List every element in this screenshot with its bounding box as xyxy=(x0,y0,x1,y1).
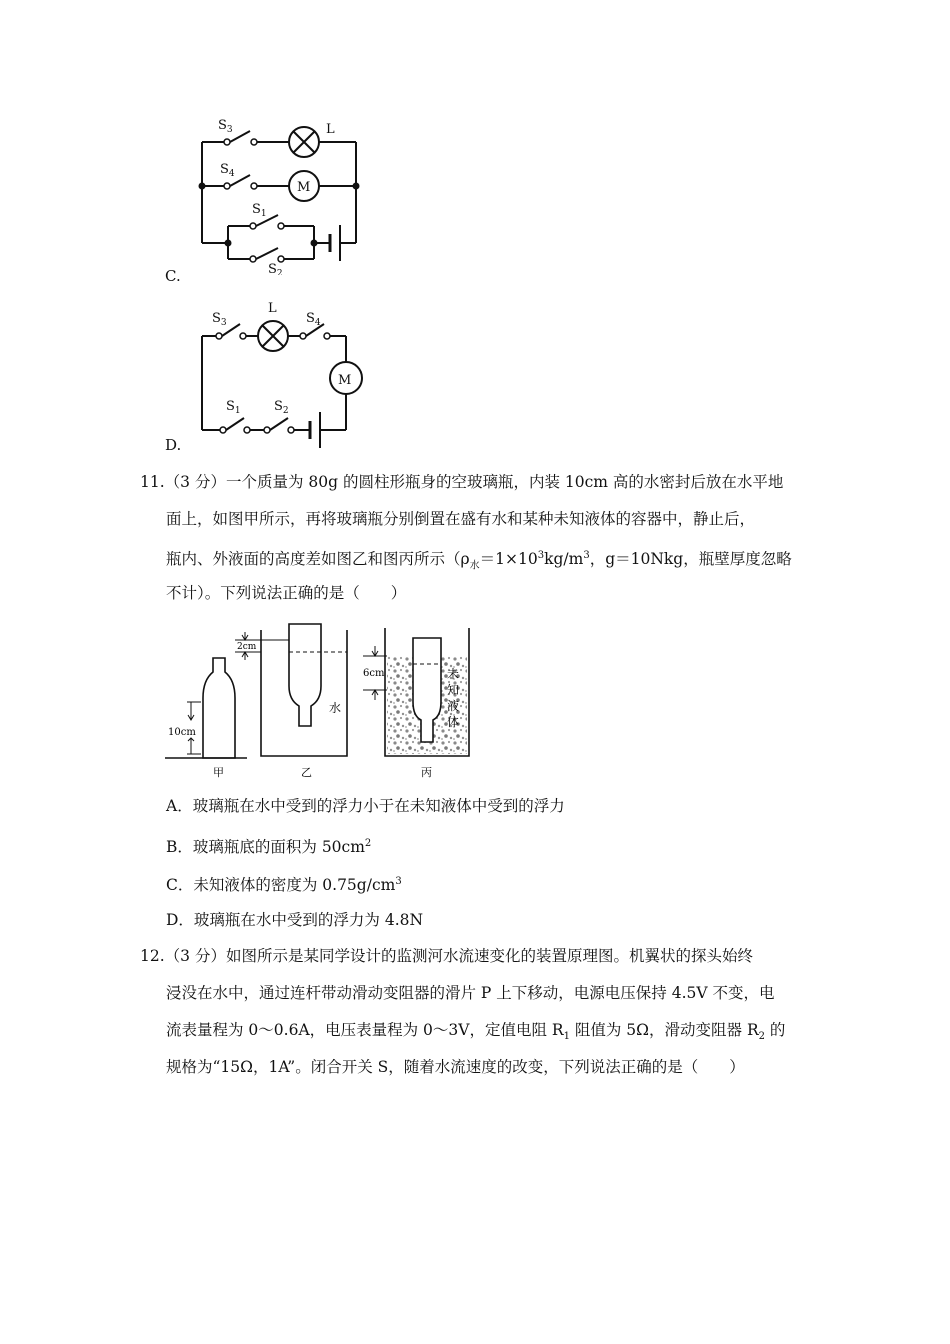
q11-line-1: 11.（3 分）一个质量为 80g 的圆柱形瓶身的空玻璃瓶，内装 10cm 高的水密封后放在水平地 xyxy=(140,473,784,491)
label-s3: $S_3$ xyxy=(218,118,233,135)
label-s3: $S_3$ xyxy=(212,311,227,328)
height-label-10cm: 10cm xyxy=(168,727,196,738)
bottle-figure xyxy=(165,620,485,780)
q11-line-3: 瓶内、外液面的高度差如图乙和图丙所示（$\rho_水=1\times 10^3kg/m^3$，g＝10Nkg，瓶壁厚度忽略 xyxy=(166,550,792,572)
q11-line-2: 面上，如图甲所示，再将玻璃瓶分别倒置在盛有水和某种未知液体的容器中，静止后， xyxy=(166,510,756,528)
q11-option-d[interactable]: D．玻璃瓶在水中受到的浮力为 4.8N xyxy=(166,911,424,929)
svg-text:知: 知 xyxy=(447,683,460,697)
option-d-label: D. xyxy=(165,436,182,454)
label-lamp: L xyxy=(268,301,277,316)
height-label-2cm: 2cm xyxy=(237,642,257,652)
option-c xyxy=(160,115,380,290)
label-s4: $S_4$ xyxy=(306,311,321,328)
label-s1: $S_1$ xyxy=(226,399,241,416)
caption-yi: 乙 xyxy=(301,766,312,779)
circuit-diagram-c xyxy=(160,115,380,275)
motor-symbol: M xyxy=(338,373,352,388)
q11-option-b[interactable]: B．玻璃瓶底的面积为 $50cm^2$ xyxy=(166,838,372,857)
q11-option-c[interactable]: C．未知液体的密度为 $0.75g/cm^3$ xyxy=(166,876,402,895)
circuit-diagram-d xyxy=(160,296,380,456)
caption-jia: 甲 xyxy=(213,766,224,779)
caption-bing: 丙 xyxy=(421,766,432,779)
q12-line-1: 12.（3 分）如图所示是某同学设计的监测河水流速变化的装置原理图。机翼状的探头始终 xyxy=(140,947,753,965)
svg-text:未: 未 xyxy=(447,667,460,681)
height-label-6cm: 6cm xyxy=(363,668,385,679)
svg-text:液: 液 xyxy=(447,699,460,713)
motor-symbol: M xyxy=(297,180,311,195)
label-s4: $S_4$ xyxy=(220,162,235,179)
q12-line-2: 浸没在水中，通过连杆带动滑动变阻器的滑片 P 上下移动，电源电压保持 4.5V 不变，电 xyxy=(166,984,775,1002)
label-s2: $S_2$ xyxy=(268,262,283,275)
water-label: 水 xyxy=(329,701,342,715)
label-s2: $S_2$ xyxy=(274,399,289,416)
label-s1: $S_1$ xyxy=(252,202,267,219)
question-12 xyxy=(140,946,820,1086)
option-c-label: C. xyxy=(165,267,181,285)
svg-text:体: 体 xyxy=(447,715,460,729)
question-11 xyxy=(140,472,820,612)
q12-line-3: 流表量程为 0～0.6A，电压表量程为 0～3V，定值电阻 $R_1$ 阻值为 5Ω，滑动变阻器 $R_2$ 的 xyxy=(166,1021,786,1043)
q11-line-4: 不计）。下列说法正确的是（ ） xyxy=(166,584,407,602)
option-d xyxy=(160,296,380,461)
q11-option-a[interactable]: A．玻璃瓶在水中受到的浮力小于在未知液体中受到的浮力 xyxy=(166,797,565,815)
q12-line-4: 规格为“15Ω，1A”。闭合开关 S，随着水流速度的改变，下列说法正确的是（ ） xyxy=(166,1058,745,1076)
label-lamp: L xyxy=(326,122,335,137)
